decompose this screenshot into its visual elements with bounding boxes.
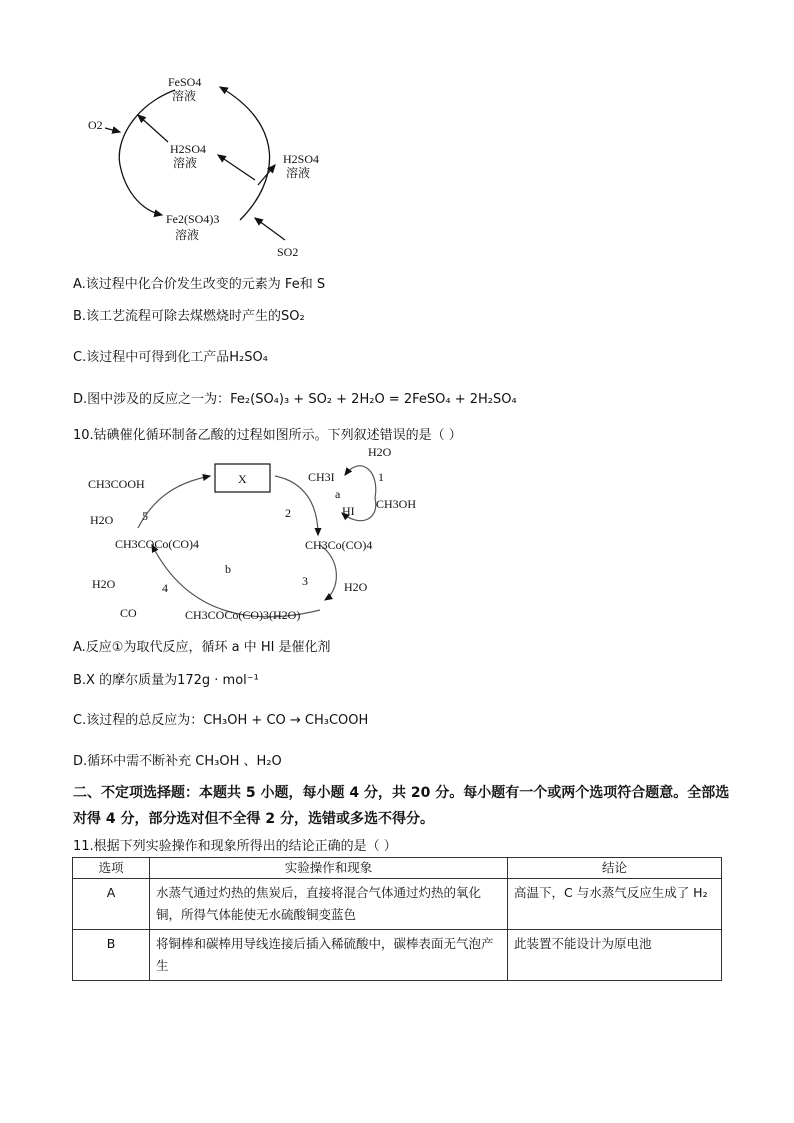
h2so4-inner-sol-label: 溶液 <box>173 156 198 170</box>
arc-fe2so43-to-feso4 <box>220 87 270 220</box>
table-row <box>73 930 722 981</box>
header-option: 选项 <box>73 858 150 879</box>
cycle-b-label: b <box>225 562 231 576</box>
q11-stem: 11.根据下列实验操作和现象所得出的结论正确的是（ ） <box>73 839 397 854</box>
cycle-a-label: a <box>335 487 341 501</box>
fe2so43-sol-label: 溶液 <box>175 228 200 242</box>
table-row <box>73 879 722 930</box>
cobalt-iodine-cycle-diagram <box>80 440 440 630</box>
arrow-h2so4-inner-out <box>218 155 255 180</box>
arc-feso4-to-o2 <box>119 90 175 165</box>
h2so4-right-label: H2SO4 <box>283 152 320 166</box>
arrow-h2so4-right-out <box>258 165 275 185</box>
arrow-h2so4-out <box>138 115 168 142</box>
q9-option-d: D.图中涉及的反应之一为：Fe₂(SO₄)₃ + SO₂ + 2H₂O = 2FeSO₄ + 2H₂SO₄ <box>73 392 517 407</box>
ch3i-label: CH3I <box>308 470 335 484</box>
feso4-sol-label: 溶液 <box>172 89 197 103</box>
arrow-o2-in <box>105 128 120 132</box>
q9-option-a: A.该过程中化合价发生改变的元素为 Fe和 S <box>73 277 326 292</box>
arrow-so2-in <box>255 218 285 240</box>
ch3co-co4-label: CH3Co(CO)4 <box>305 538 373 552</box>
ch3oh-label: CH3OH <box>376 497 417 511</box>
bottom-complex-label: CH3COCo(CO)3(H2O) <box>185 608 301 622</box>
so2-label: SO2 <box>277 245 299 259</box>
h2o-right-label: H2O <box>344 580 368 594</box>
hi-label: HI <box>342 504 355 518</box>
section-2-heading: 二、不定项选择题：本题共 5 小题，每小题 4 分，共 20 分。每小题有一个或两个选项符合题意。全部选对得 4 分，部分选对但不全得 2 分，选错或多选不得分。 <box>73 785 730 827</box>
row-b-operation: 将铜棒和碳棒用导线连接后插入稀硫酸中，碳棒表面无气泡产生 <box>150 930 508 981</box>
row-b-conclusion: 此装置不能设计为原电池 <box>508 930 722 981</box>
row-a-conclusion: 高温下，C 与水蒸气反应生成了 H₂ <box>508 879 722 930</box>
arc-o2-to-fe2so43 <box>120 165 162 215</box>
step-3-label: 3 <box>302 574 308 588</box>
q10-option-b: B.X 的摩尔质量为172g · mol⁻¹ <box>73 673 259 688</box>
iron-cycle-diagram <box>80 70 340 265</box>
q10-stem: 10.钴碘催化循环制备乙酸的过程如图所示。下列叙述错误的是（ ） <box>73 428 462 443</box>
h2so4-right-sol-label: 溶液 <box>286 166 311 180</box>
step-1-label: 1 <box>378 470 384 484</box>
h2o-top-label: H2O <box>368 445 392 459</box>
table-header-row <box>73 858 722 879</box>
ch3cooh-label: CH3COOH <box>88 477 145 491</box>
h2o-b-label: H2O <box>92 577 116 591</box>
h2o-left-label: H2O <box>90 513 114 527</box>
q9-option-c: C.该过程中可得到化工产品H₂SO₄ <box>73 350 268 365</box>
q10-option-a: A.反应①为取代反应，循环 a 中 HI 是催化剂 <box>73 640 331 655</box>
ch3coco-co4-label: CH3COCo(CO)4 <box>115 537 200 551</box>
header-operation: 实验操作和现象 <box>150 858 508 879</box>
cycle-arrows <box>80 440 440 630</box>
header-conclusion: 结论 <box>508 858 722 879</box>
q10-option-d: D.循环中需不断补充 CH₃OH 、H₂O <box>73 754 282 769</box>
h2so4-inner-label: H2SO4 <box>170 142 207 156</box>
row-b-option: B <box>73 930 150 981</box>
row-a-option: A <box>73 879 150 930</box>
step-5-label: 5 <box>142 509 148 523</box>
q9-option-b: B.该工艺流程可除去煤燃烧时产生的SO₂ <box>73 309 305 324</box>
step-2-label: 2 <box>285 506 291 520</box>
step-4-label: 4 <box>162 581 168 595</box>
o2-label: O2 <box>88 118 103 132</box>
co-label: CO <box>120 606 137 620</box>
q10-option-c: C.该过程的总反应为：CH₃OH + CO → CH₃COOH <box>73 713 369 728</box>
x-label: X <box>238 472 247 486</box>
fe2so43-label: Fe2(SO4)3 <box>166 212 220 226</box>
q11-table <box>72 857 722 981</box>
feso4-label: FeSO4 <box>168 75 202 89</box>
row-a-operation: 水蒸气通过灼热的焦炭后，直接将混合气体通过灼热的氧化铜，所得气体能使无水硫酸铜变蓝色 <box>150 879 508 930</box>
